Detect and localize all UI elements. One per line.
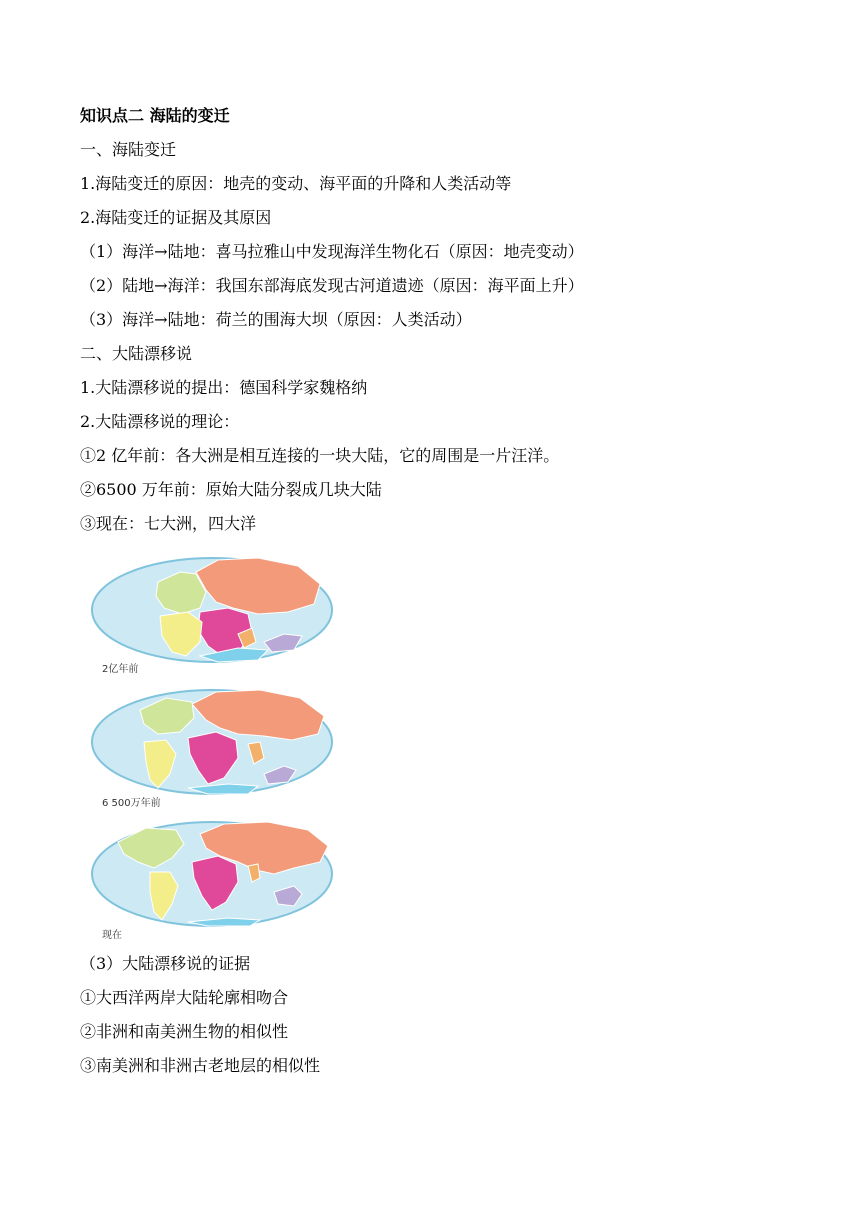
map-caption-65m: 6 500万年前 [102, 798, 161, 809]
theory-200m: ①2 亿年前：各大洲是相互连接的一块大陆，它的周围是一片汪洋。 [80, 446, 560, 465]
theory-65m: ②6500 万年前：原始大陆分裂成几块大陆 [80, 480, 382, 499]
reason-line: 1.海陆变迁的原因：地壳的变动、海平面的升降和人类活动等 [80, 174, 512, 193]
section-heading-sea-land-change: 一、海陆变迁 [80, 140, 177, 159]
evidence-reason-line: 2.海陆变迁的证据及其原因 [80, 208, 272, 227]
drift-theory-line: 2.大陆漂移说的理论： [80, 412, 240, 431]
evidence-sub-2: （2）陆地→海洋：我国东部海底发现古河道遗迹（原因：海平面上升） [80, 276, 584, 295]
map-caption-present: 现在 [102, 930, 122, 941]
section-heading-continental-drift: 二、大陆漂移说 [80, 344, 193, 363]
evidence-3: ③南美洲和非洲古老地层的相似性 [80, 1056, 321, 1075]
world-map-present-illustration [88, 816, 338, 928]
drift-proposer-line: 1.大陆漂移说的提出：德国科学家魏格纳 [80, 378, 368, 397]
map-200m-years-ago [88, 552, 338, 664]
world-map-65m-illustration [88, 684, 338, 796]
map-caption-200m: 2亿年前 [102, 664, 139, 675]
map-present [88, 816, 338, 928]
evidence-2: ②非洲和南美洲生物的相似性 [80, 1022, 289, 1041]
map-65m-years-ago [88, 684, 338, 796]
theory-now: ③现在：七大洲，四大洋 [80, 514, 257, 533]
world-map-pangaea-illustration [88, 552, 338, 664]
evidence-1: ①大西洋两岸大陆轮廓相吻合 [80, 988, 289, 1007]
evidence-heading: （3）大陆漂移说的证据 [80, 954, 251, 973]
evidence-sub-3: （3）海洋→陆地：荷兰的围海大坝（原因：人类活动） [80, 310, 472, 329]
evidence-sub-1: （1）海洋→陆地：喜马拉雅山中发现海洋生物化石（原因：地壳变动） [80, 242, 584, 261]
page-title: 知识点二 海陆的变迁 [80, 106, 230, 125]
